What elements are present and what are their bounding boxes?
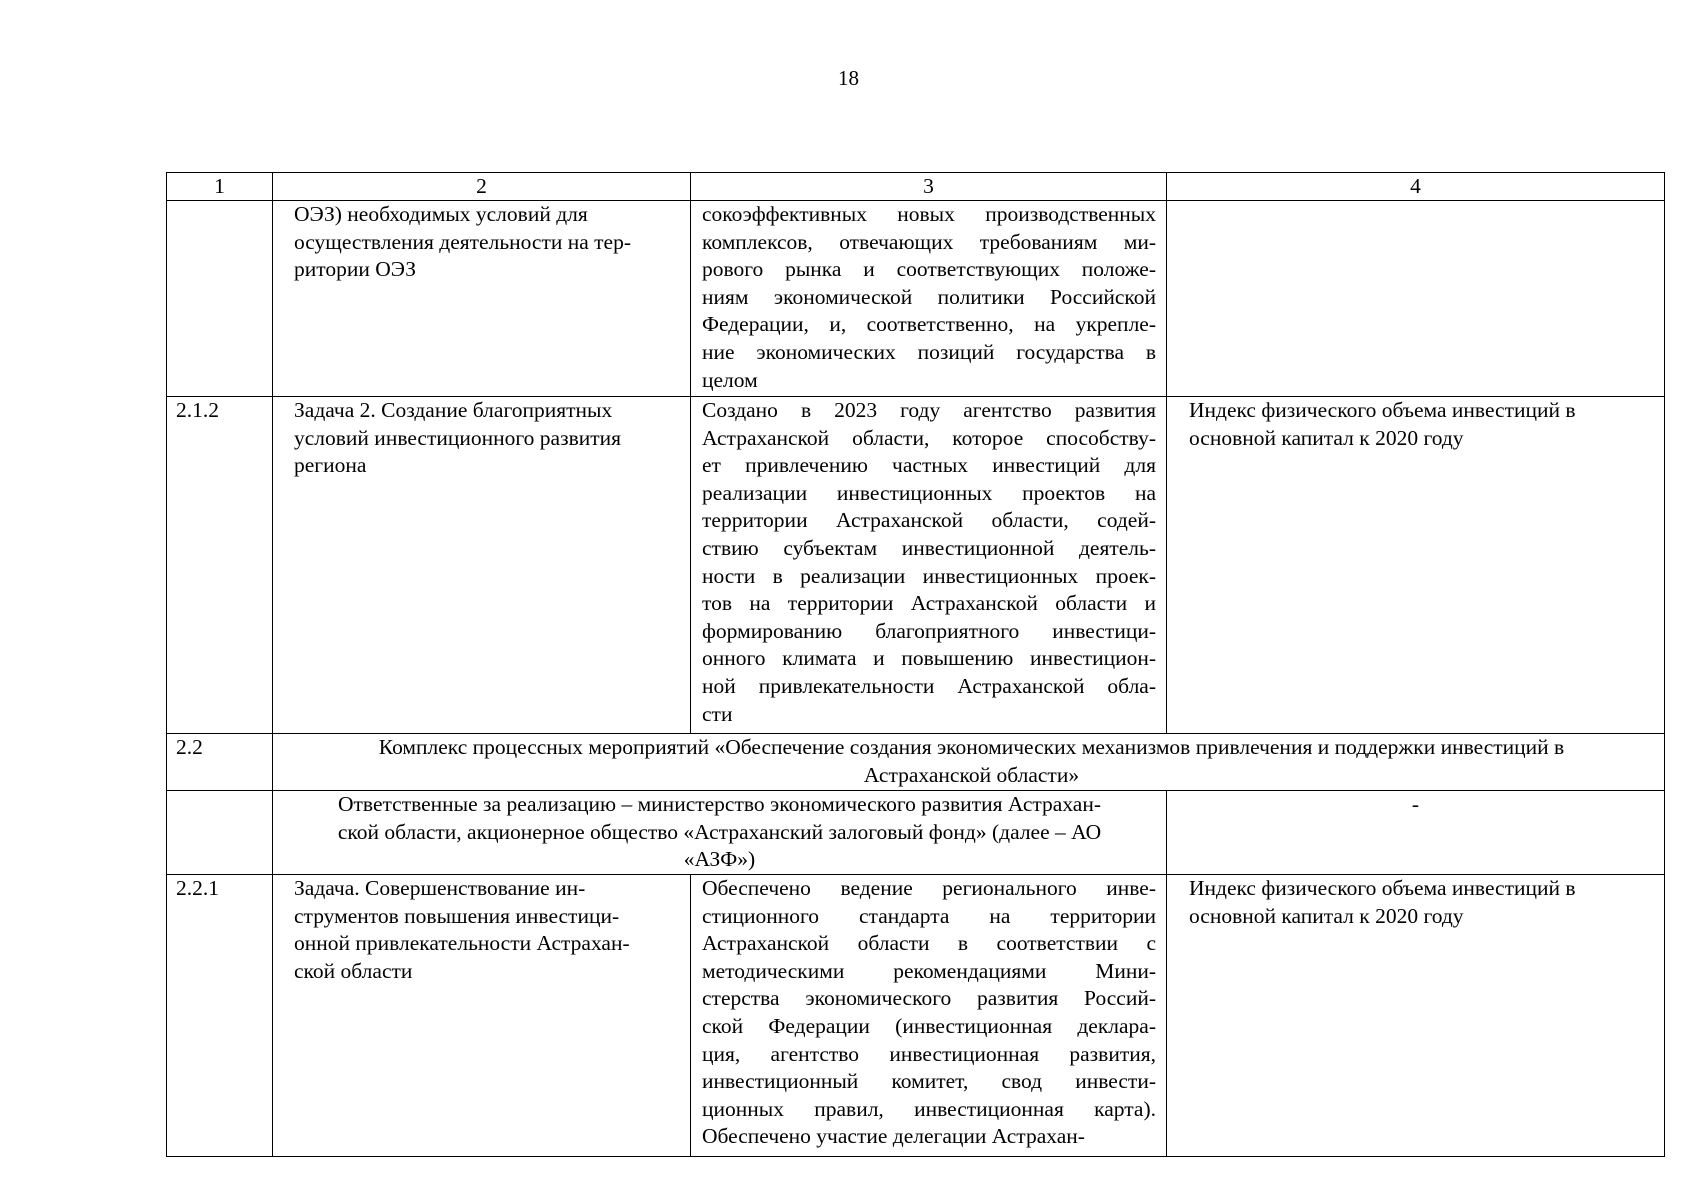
page-number: 18 bbox=[838, 66, 859, 90]
text-line: методическими рекомендациями Мини- bbox=[702, 958, 1156, 983]
text-line: онного климата и повышению инвестицион- bbox=[702, 646, 1156, 671]
text-line: рового рынка и соответствующих положе- bbox=[702, 257, 1156, 282]
complex-title-cell bbox=[273, 734, 1665, 791]
text-line: территории Астраханской области, содей- bbox=[702, 508, 1156, 533]
text-line: тов на территории Астраханской области и bbox=[702, 591, 1156, 616]
text-line: ритории ОЭЗ bbox=[294, 257, 417, 282]
text-line: Астраханской области» bbox=[863, 762, 1080, 787]
text-line: стиционного стандарта на территории bbox=[702, 903, 1156, 928]
measures-table bbox=[166, 172, 1665, 1157]
table-row bbox=[167, 201, 1665, 397]
text-line: основной капитал к 2020 году bbox=[1189, 425, 1464, 450]
text-line: Задача 2. Создание благоприятных bbox=[294, 398, 613, 422]
text-line: ской области, акционерное общество «Астраханский залоговый фонд» (далее – АО bbox=[337, 819, 1102, 844]
text-line: струментов повышения инвестици- bbox=[294, 903, 620, 928]
text-line: ниям экономической политики Российской bbox=[702, 284, 1156, 309]
table-row bbox=[167, 734, 1665, 791]
header-cell-1: 1 bbox=[167, 173, 273, 201]
text-line: ет привлечению частных инвестиций для bbox=[702, 453, 1156, 478]
row-number-cell: 2.2.1 bbox=[167, 875, 273, 1157]
indicator-cell bbox=[1167, 397, 1665, 734]
header-cell-2: 2 bbox=[273, 173, 691, 201]
text-line: Обеспечено ведение регионального инве- bbox=[702, 876, 1156, 900]
text-line: сти bbox=[702, 701, 733, 726]
table-header-row bbox=[167, 173, 1665, 201]
text-line: основной капитал к 2020 году bbox=[1189, 903, 1464, 928]
indicator-cell: - bbox=[1167, 791, 1665, 875]
text-line: инвестиционный комитет, свод инвести- bbox=[702, 1069, 1156, 1094]
text-line: целом bbox=[702, 367, 758, 392]
text-line: ской области bbox=[294, 958, 413, 983]
text-line: формированию благоприятного инвестици- bbox=[702, 618, 1156, 643]
text-line: Индекс физического объема инвестиций в bbox=[1189, 398, 1576, 422]
text-line: Создано в 2023 году агентство развития bbox=[702, 398, 1156, 422]
task-cell bbox=[273, 397, 691, 734]
row-number-cell: 2.1.2 bbox=[167, 397, 273, 734]
text-line: ной привлекательности Астраханской обла- bbox=[702, 673, 1156, 698]
text-line: Астраханской области, которое способству- bbox=[702, 425, 1156, 450]
text-line: реализации инвестиционных проектов на bbox=[702, 480, 1156, 505]
text-line: Ответственные за реализацию – министерство экономического развития Астрахан- bbox=[338, 792, 1101, 816]
task-cell bbox=[273, 201, 691, 397]
responsible-cell bbox=[273, 791, 1167, 875]
table-row bbox=[167, 397, 1665, 734]
row-number-cell bbox=[167, 201, 273, 397]
text-line: ция, агентство инвестиционная развития, bbox=[702, 1041, 1156, 1066]
text-line: «АЗФ») bbox=[683, 847, 756, 872]
text-line: ние экономических позиций государства в bbox=[702, 339, 1156, 364]
text-line: сокоэффективных новых производственных bbox=[702, 202, 1156, 226]
table-row bbox=[167, 875, 1665, 1157]
table-row bbox=[167, 791, 1665, 875]
text-line: условий инвестиционного развития bbox=[294, 425, 622, 450]
result-cell bbox=[691, 397, 1167, 734]
task-cell bbox=[273, 875, 691, 1157]
text-line: ствию субъектам инвестиционной деятель- bbox=[702, 535, 1156, 560]
text-line: осуществления деятельности на тер- bbox=[294, 229, 632, 254]
text-line: Федерации, и, соответственно, на укрепле- bbox=[702, 312, 1156, 337]
text-line: Задача. Совершенствование ин- bbox=[294, 876, 586, 900]
text-line: Индекс физического объема инвестиций в bbox=[1189, 876, 1576, 900]
header-cell-4: 4 bbox=[1167, 173, 1665, 201]
text-line: Астраханской области в соответствии с bbox=[702, 931, 1156, 956]
result-cell bbox=[691, 201, 1167, 397]
text-line: ской Федерации (инвестиционная деклара- bbox=[702, 1013, 1156, 1038]
text-line: Обеспечено участие делегации Астрахан- bbox=[702, 1124, 1085, 1149]
text-line: онной привлекательности Астрахан- bbox=[294, 931, 630, 956]
text-line: региона bbox=[294, 453, 367, 478]
text-line: Комплекс процессных мероприятий «Обеспечение создания экономических механизмов привлечения и поддержки инвестиций в bbox=[378, 735, 1565, 759]
text-line: ционных правил, инвестиционная карта). bbox=[702, 1096, 1156, 1121]
text-line: стерства экономического развития Россий- bbox=[702, 986, 1156, 1011]
text-line: ОЭЗ) необходимых условий для bbox=[294, 202, 588, 226]
row-number-cell: 2.2 bbox=[167, 734, 273, 791]
header-cell-3: 3 bbox=[691, 173, 1167, 201]
row-number-cell bbox=[167, 791, 273, 875]
indicator-cell bbox=[1167, 875, 1665, 1157]
result-cell bbox=[691, 875, 1167, 1157]
text-line: ности в реализации инвестиционных проек- bbox=[702, 563, 1156, 588]
text-line: комплексов, отвечающих требованиям ми- bbox=[702, 229, 1156, 254]
indicator-cell bbox=[1167, 201, 1665, 397]
